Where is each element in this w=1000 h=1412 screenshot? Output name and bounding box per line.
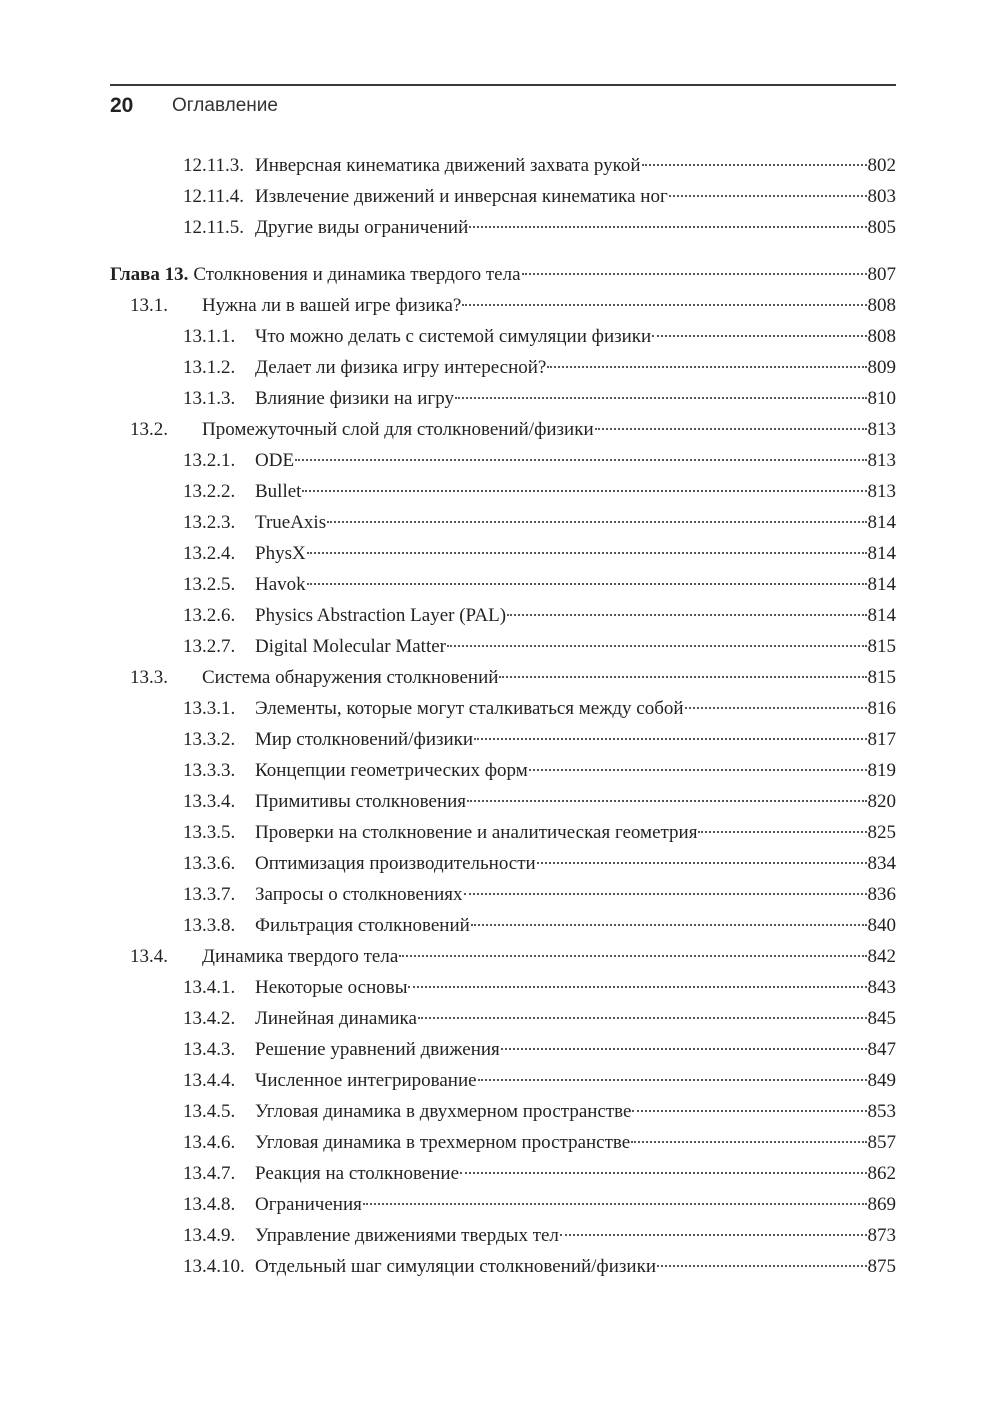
toc-entry-title: Влияние физики на игру [255, 388, 454, 409]
toc-sections [110, 290, 896, 1282]
toc-entry-title: Динамика твердого тела [202, 946, 399, 967]
toc-subsection-entry[interactable] [110, 1003, 896, 1034]
toc-entry-number: 13.3.3. [183, 760, 236, 781]
toc-subsection-entry[interactable] [110, 569, 896, 600]
toc-subsection-entry[interactable] [110, 724, 896, 755]
dot-leader [455, 397, 867, 399]
toc-subsection-entry[interactable] [110, 1158, 896, 1189]
dot-leader [460, 1172, 867, 1174]
dot-leader [469, 226, 866, 228]
dot-leader [657, 1265, 867, 1267]
toc-entry-title: Запросы о столкновениях [255, 884, 463, 905]
toc-entry-title: Ограничения [255, 1194, 362, 1215]
dot-leader [560, 1234, 867, 1236]
toc-entry-number: 13.2.3. [183, 512, 236, 533]
toc-entry-title: Некоторые основы [255, 977, 408, 998]
dot-leader [501, 1048, 867, 1050]
toc-subsection-entry[interactable] [110, 476, 896, 507]
toc-entry-page: 813 [867, 450, 896, 471]
dot-leader [307, 552, 867, 554]
dot-leader [595, 428, 867, 430]
toc-entry-title: Digital Molecular Matter [255, 636, 446, 657]
dot-leader [652, 335, 866, 337]
toc-entry-number: 13.4.6. [183, 1132, 236, 1153]
toc-subsection-entry[interactable] [110, 755, 896, 786]
toc-entry-page: 843 [867, 977, 896, 998]
toc-section-entry[interactable] [110, 414, 896, 445]
toc-entry-page: 869 [867, 1194, 896, 1215]
toc-entry-title: Инверсная кинематика движений захвата рукой [255, 155, 641, 176]
dot-leader [302, 490, 866, 492]
toc-entry-title: Другие виды ограничений [255, 217, 469, 238]
dot-leader [632, 1110, 866, 1112]
toc-entry-title: Линейная динамика [255, 1008, 417, 1029]
toc-subsection-entry[interactable] [110, 631, 896, 662]
toc-subsection-entry[interactable] [110, 600, 896, 631]
toc-entry-page: 810 [867, 388, 896, 409]
page-number: 20 [110, 94, 134, 117]
toc-entry-page: 815 [867, 667, 896, 688]
toc-entry-page: 808 [867, 295, 896, 316]
dot-leader [295, 459, 866, 461]
chapter-page: 807 [867, 264, 896, 285]
toc-subsection-entry[interactable] [110, 538, 896, 569]
dot-leader [467, 800, 866, 802]
toc-entry-number: 13.1. [130, 295, 168, 316]
toc-entry-number: 13.4.2. [183, 1008, 236, 1029]
toc-entry-title: Physics Abstraction Layer (PAL) [255, 605, 507, 626]
toc-entry-title: Промежуточный слой для столкновений/физики [202, 419, 594, 440]
dot-leader [464, 893, 867, 895]
toc-subsection-entry[interactable] [110, 910, 896, 941]
toc-entry-page: 847 [867, 1039, 896, 1060]
chapter-label: Глава 13. [110, 264, 189, 285]
running-title: Оглавление [172, 95, 278, 116]
toc-entry-number: 13.1.3. [183, 388, 236, 409]
toc-entry-page: 857 [867, 1132, 896, 1153]
toc-entry-number: 13.4.8. [183, 1194, 236, 1215]
toc-entry-title: Численное интегрирование [255, 1070, 477, 1091]
dot-leader [631, 1141, 866, 1143]
dot-leader [529, 769, 867, 771]
toc-entry-title: TrueAxis [255, 512, 327, 533]
toc-entry-number: 13.4.10. [183, 1256, 245, 1277]
toc-entry-page: 817 [867, 729, 896, 750]
toc-entry-page: 814 [867, 543, 896, 564]
toc-section-entry[interactable] [110, 290, 896, 321]
toc-entry-page: 802 [867, 155, 896, 176]
toc-entry-number: 13.2.5. [183, 574, 236, 595]
toc-entry-page: 808 [867, 326, 896, 347]
toc-entry-number: 13.4.3. [183, 1039, 236, 1060]
toc-entry-page: 820 [867, 791, 896, 812]
toc-entry-page: 813 [867, 419, 896, 440]
dot-leader [408, 986, 866, 988]
dot-leader [327, 521, 866, 523]
toc-entry[interactable] [110, 150, 896, 181]
toc-entry[interactable] [110, 181, 896, 212]
toc-entry-title: Управление движениями твердых тел [255, 1225, 559, 1246]
toc-entry-number: 13.4. [130, 946, 168, 967]
dot-leader [474, 738, 866, 740]
toc-entry-title: Отдельный шаг симуляции столкновений/физики [255, 1256, 656, 1277]
toc-entry-title: Делает ли физика игру интересной? [255, 357, 547, 378]
toc-entry-title: Оптимизация производительности [255, 853, 536, 874]
dot-leader [537, 862, 867, 864]
dot-leader [522, 273, 867, 275]
toc-entry-page: 825 [867, 822, 896, 843]
dot-leader [418, 1017, 867, 1019]
toc-subsection-entry[interactable] [110, 1189, 896, 1220]
toc-subsection-entry[interactable] [110, 1127, 896, 1158]
dot-leader [698, 831, 866, 833]
toc-entry-page: 809 [867, 357, 896, 378]
toc-entry-title: Концепции геометрических форм [255, 760, 528, 781]
toc-entry-title: Решение уравнений движения [255, 1039, 500, 1060]
toc-entry-title: Примитивы столкновения [255, 791, 467, 812]
toc-entry-number: 13.4.4. [183, 1070, 236, 1091]
toc-subsection-entry[interactable] [110, 1251, 896, 1282]
toc-entry-page: 873 [867, 1225, 896, 1246]
toc-entry-page: 803 [867, 186, 896, 207]
toc-entry-page: 814 [867, 574, 896, 595]
toc-subsection-entry[interactable] [110, 693, 896, 724]
toc-subsection-entry[interactable] [110, 786, 896, 817]
toc-entry-page: 813 [867, 481, 896, 502]
toc-subsection-entry[interactable] [110, 352, 896, 383]
toc-entry-number: 13.3.6. [183, 853, 236, 874]
toc-entry-page: 819 [867, 760, 896, 781]
toc-entry-number: 12.11.5. [183, 217, 245, 238]
toc-entry-number: 13.2.7. [183, 636, 236, 657]
toc-entry-number: 13.3. [130, 667, 168, 688]
toc-entry-title: ODE [255, 450, 295, 471]
toc-entry-number: 12.11.3. [183, 155, 245, 176]
dot-leader [478, 1079, 867, 1081]
dot-leader [307, 583, 867, 585]
toc-entry-page: 814 [867, 512, 896, 533]
toc-entry-number: 13.3.8. [183, 915, 236, 936]
page-header [110, 84, 896, 122]
toc-entry-number: 13.3.5. [183, 822, 236, 843]
dot-leader [547, 366, 866, 368]
toc-entry-page: 815 [867, 636, 896, 657]
toc-entry-page: 816 [867, 698, 896, 719]
dot-leader [462, 304, 866, 306]
dot-leader [669, 195, 867, 197]
toc-entry-title: Проверки на столкновение и аналитическая геометрия [255, 822, 698, 843]
table-of-contents [110, 150, 896, 1282]
dot-leader [642, 164, 867, 166]
toc-entry-title: Нужна ли в вашей игре физика? [202, 295, 462, 316]
toc-entry-number: 13.1.1. [183, 326, 236, 347]
toc-entry-number: 13.3.2. [183, 729, 236, 750]
dot-leader [471, 924, 867, 926]
toc-entry-title: Что можно делать с системой симуляции физики [255, 326, 652, 347]
toc-entry-title: Элементы, которые могут сталкиваться между собой [255, 698, 684, 719]
toc-entry-number: 13.2. [130, 419, 168, 440]
toc-chapter-entry[interactable] [110, 259, 896, 290]
toc-entry-number: 13.3.1. [183, 698, 236, 719]
toc-entry-page: 853 [867, 1101, 896, 1122]
toc-entry-number: 13.4.7. [183, 1163, 236, 1184]
toc-entry-title: Реакция на столкновение [255, 1163, 459, 1184]
toc-subsection-entry[interactable] [110, 972, 896, 1003]
toc-entry-number: 13.3.7. [183, 884, 236, 905]
toc-entry-number: 13.3.4. [183, 791, 236, 812]
toc-subsection-entry[interactable] [110, 445, 896, 476]
toc-entry-number: 13.4.1. [183, 977, 236, 998]
toc-subsection-entry[interactable] [110, 1096, 896, 1127]
toc-entry-number: 13.2.4. [183, 543, 236, 564]
toc-subsection-entry[interactable] [110, 321, 896, 352]
toc-entry-page: 849 [867, 1070, 896, 1091]
toc-entry-title: Угловая динамика в трехмерном пространстве [255, 1132, 631, 1153]
toc-entry-page: 862 [867, 1163, 896, 1184]
toc-subsection-entry[interactable] [110, 1065, 896, 1096]
dot-leader [685, 707, 867, 709]
toc-entry-number: 13.4.5. [183, 1101, 236, 1122]
toc-subsection-entry[interactable] [110, 817, 896, 848]
toc-entry-page: 814 [867, 605, 896, 626]
toc-entry-page: 840 [867, 915, 896, 936]
chapter-title: Столкновения и динамика твердого тела [193, 264, 521, 285]
dot-leader [507, 614, 866, 616]
toc-entry-page: 845 [867, 1008, 896, 1029]
toc-section-entry[interactable] [110, 941, 896, 972]
toc-entry-title: Bullet [255, 481, 302, 502]
toc-entry-number: 13.2.1. [183, 450, 236, 471]
toc-entry-title: Мир столкновений/физики [255, 729, 474, 750]
toc-section-entry[interactable] [110, 662, 896, 693]
toc-entry-title: Угловая динамика в двухмерном пространстве [255, 1101, 632, 1122]
toc-subsection-entry[interactable] [110, 848, 896, 879]
toc-subsection-entry[interactable] [110, 1034, 896, 1065]
toc-subsection-entry[interactable] [110, 383, 896, 414]
toc-entry-title: Фильтрация столкновений [255, 915, 470, 936]
toc-entry-number: 13.2.6. [183, 605, 236, 626]
toc-subsection-entry[interactable] [110, 1220, 896, 1251]
toc-subsection-entry[interactable] [110, 507, 896, 538]
toc-subsection-entry[interactable] [110, 879, 896, 910]
toc-entry-number: 13.1.2. [183, 357, 236, 378]
toc-entry-number: 13.4.9. [183, 1225, 236, 1246]
toc-entry-title: PhysX [255, 543, 306, 564]
toc-entry-page: 834 [867, 853, 896, 874]
dot-leader [363, 1203, 867, 1205]
toc-entry-page: 842 [867, 946, 896, 967]
toc-entry-number: 13.2.2. [183, 481, 236, 502]
dot-leader [447, 645, 867, 647]
toc-entry[interactable] [110, 212, 896, 243]
toc-entry-title: Система обнаружения столкновений [202, 667, 499, 688]
dot-leader [499, 676, 866, 678]
dot-leader [399, 955, 866, 957]
toc-entry-page: 836 [867, 884, 896, 905]
toc-entry-title: Извлечение движений и инверсная кинематика ног [255, 186, 668, 207]
toc-entry-title: Havok [255, 574, 306, 595]
toc-entry-page: 805 [867, 217, 896, 238]
toc-entry-number: 12.11.4. [183, 186, 245, 207]
toc-entry-page: 875 [867, 1256, 896, 1277]
